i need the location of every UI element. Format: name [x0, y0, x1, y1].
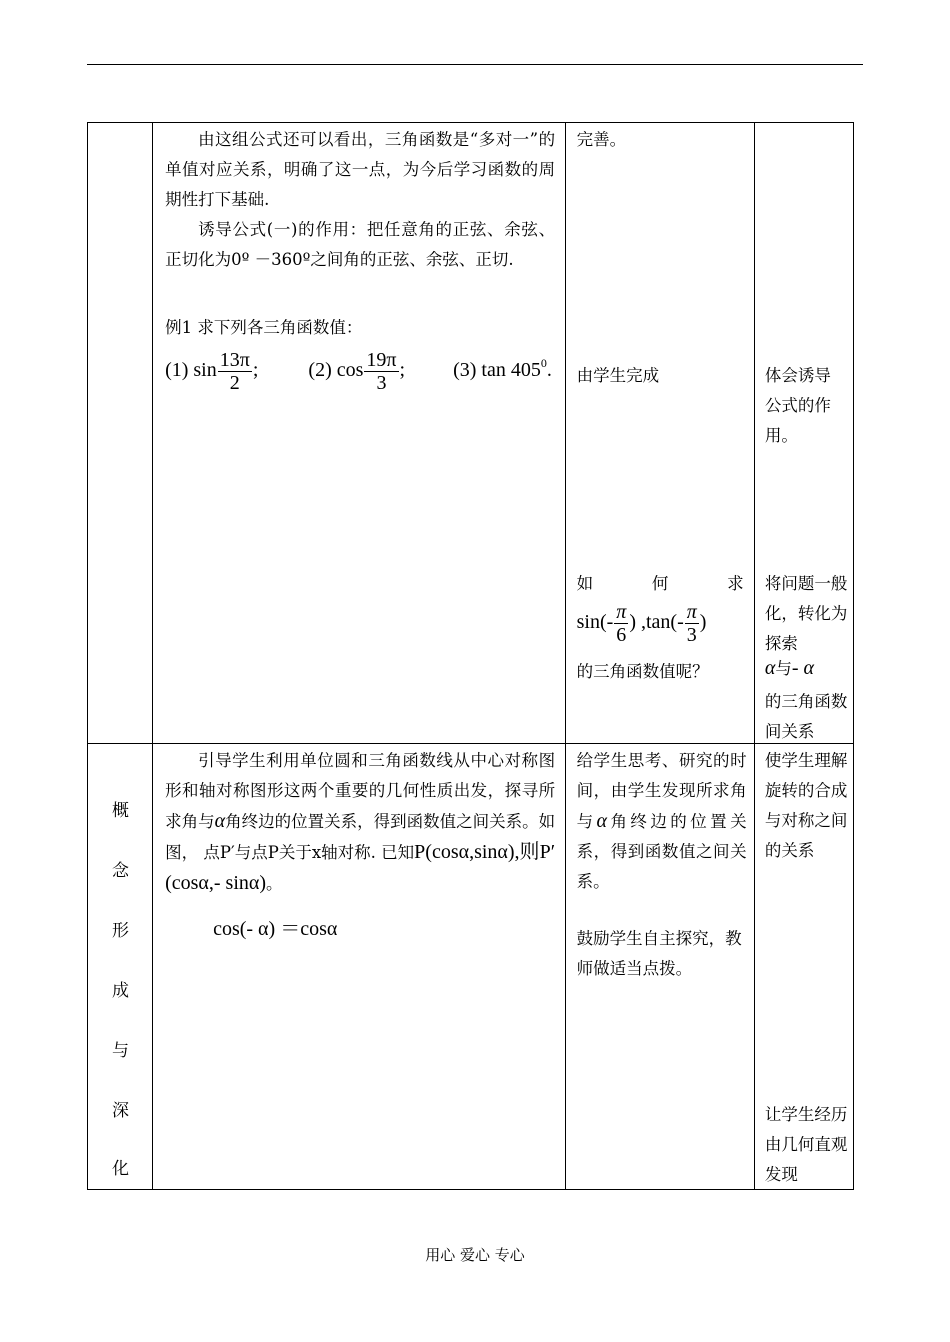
example-1: (1) sin $\frac{13\pi}{2}$ ; — [165, 349, 259, 394]
activity-mid-text: 由学生完成 — [576, 366, 660, 385]
formula-use-paragraph: 诱导公式(一)的作用：把任意角的正弦、余弦、正切化为0º －360º之间角的正弦、余弦、正切. — [165, 220, 556, 269]
activity-top-text: 完善。 — [576, 130, 627, 149]
example-problems — [165, 349, 565, 394]
content-cell — [153, 123, 566, 744]
activity-explore-text: 鼓励学生自主探究，教师做适当点拨。 — [576, 929, 742, 978]
purpose-cell — [754, 123, 853, 744]
activity-question-formula: sin(- $\frac{\pi}{6}$ ) ,tan(- $\frac{\pi}{3}$ ) — [576, 601, 707, 646]
header-rule — [87, 64, 863, 65]
activity-question-line1: 如 何 求 — [576, 574, 744, 593]
example-title: 例1 求下列各三角函数值： — [165, 318, 363, 337]
point-formula: P(cosα,sinα),则P′ (cosα,- sinα) — [165, 841, 556, 894]
table-row — [88, 744, 854, 1190]
cos-identity: cos(- α) ＝cosα — [213, 918, 338, 940]
purpose-bottom-text: 让学生经历由几何直观发现 — [764, 1105, 848, 1184]
purpose-alpha-line: α与- α — [764, 657, 815, 679]
purpose-cell — [754, 744, 853, 1190]
formula-note-paragraph: 由这组公式还可以看出，三角函数是“多对一”的单值对应关系，明确了这一点，为今后学习函数的周期性打下基础. — [165, 130, 556, 209]
table-row — [88, 123, 854, 744]
purpose-mid-text: 体会诱导公式的作用。 — [764, 366, 831, 445]
student-activity-cell — [565, 123, 754, 744]
example-3: (3) $\tan 405^0$. — [453, 356, 552, 382]
student-activity-cell — [565, 744, 754, 1190]
activity-think-text: 给学生思考、研究的时间，由学生发现所求角与α角终边的位置关系，得到函数值之间关系。 — [576, 751, 747, 891]
stage-cell — [88, 123, 153, 744]
purpose-bottom-tail: 的三角函数间关系 — [764, 692, 848, 741]
purpose-bottom-text: 将问题一般化，转化为探索 — [764, 574, 848, 653]
example-2: (2) cos $\frac{19\pi}{3}$ ; — [308, 349, 406, 394]
lesson-table — [87, 122, 854, 1190]
stage-cell: 概 念 形 成 与 深 化 — [88, 744, 153, 1190]
activity-question-tail: 的三角函数值呢？ — [576, 662, 709, 681]
page-footer: 用心 爱心 专心 — [425, 1246, 525, 1264]
content-cell — [153, 744, 566, 1190]
guide-paragraph: 引导学生利用单位圆和三角函数线从中心对称图形和轴对称图形这两个重要的几何性质出发，探寻所求角与α角终边的位置关系，得到函数值之间关系。如图， 点P′与点P关于x轴对称. 已知P(cosα,sinα),则P′ (cosα,- sinα)。 — [165, 751, 556, 894]
purpose-top-text: 使学生理解旋转的合成与对称之间的关系 — [764, 751, 848, 860]
